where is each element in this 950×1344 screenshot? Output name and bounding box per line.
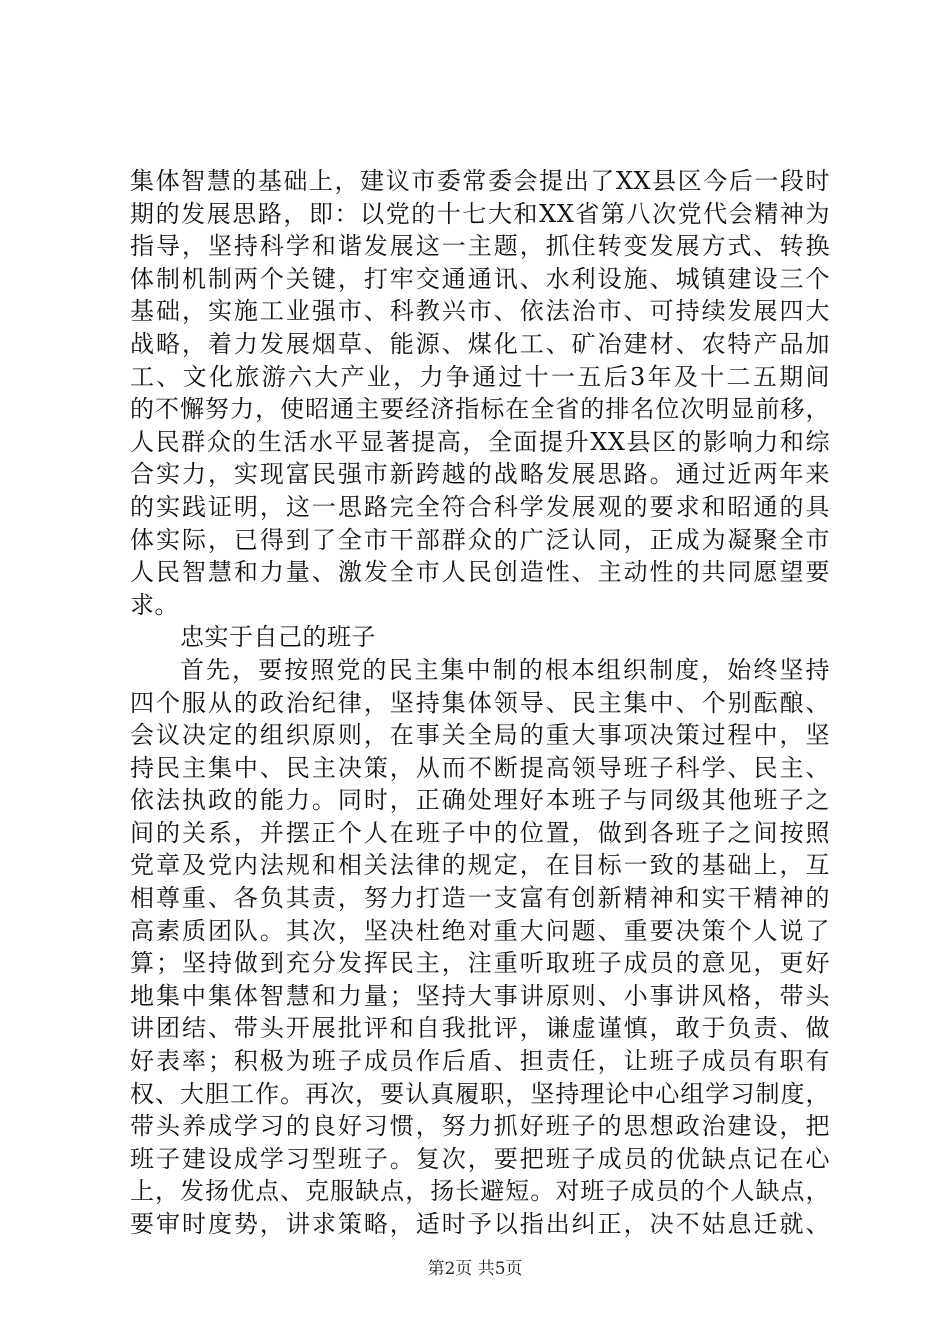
text-line: 集体智慧的基础上，建议市委常委会提出了XX县区今后一段时	[130, 167, 830, 195]
text-line: 相尊重、各负其责，努力打造一支富有创新精神和实干精神的	[130, 884, 830, 913]
text-line: 算；坚持做到充分发挥民主，注重听取班子成员的意见，更好	[130, 949, 830, 978]
text-line: 基础，实施工业强市、科教兴市、依法治市、可持续发展四大	[130, 297, 830, 326]
text-line: 班子建设成学习型班子。复次，要把班子成员的优缺点记在心	[130, 1144, 830, 1173]
text-line: 的实践证明，这一思路完全符合科学发展观的要求和昭通的具	[130, 492, 830, 521]
text-line: 指导，坚持科学和谐发展这一主题，抓住转变发展方式、转换	[130, 232, 830, 261]
text-line: 战略，着力发展烟草、能源、煤化工、矿冶建材、农特产品加	[130, 329, 830, 358]
section-heading: 忠实于自己的班子	[180, 623, 376, 652]
text-line: 四个服从的政治纪律，坚持集体领导、民主集中、个别酝酿、	[130, 688, 830, 717]
text-line: 人民群众的生活水平显著提高，全面提升XX县区的影响力和综	[130, 427, 830, 456]
text-line: 体实际，已得到了全市干部群众的广泛认同，正成为凝聚全市	[130, 525, 830, 554]
text-line: 体制机制两个关键，打牢交通通讯、水利设施、城镇建设三个	[130, 264, 830, 293]
text-line: 好表率；积极为班子成员作后盾、担责任，让班子成员有职有	[130, 1047, 830, 1076]
text-line: 工、文化旅游六大产业，力争通过十一五后3年及十二五期间	[130, 362, 830, 391]
text-line: 上，发扬优点、克服缺点，扬长避短。对班子成员的个人缺点，	[130, 1177, 830, 1206]
text-line: 带头养成学习的良好习惯，努力抓好班子的思想政治建设，把	[130, 1112, 830, 1141]
document-body	[130, 165, 830, 1241]
text-line: 持民主集中、民主决策，从而不断提高领导班子科学、民主、	[130, 753, 830, 782]
text-line: 依法执政的能力。同时，正确处理好本班子与同级其他班子之	[130, 786, 830, 815]
text-line: 的不懈努力，使昭通主要经济指标在全省的排名位次明显前移，	[130, 395, 830, 424]
text-line: 讲团结、带头开展批评和自我批评，谦虚谨慎，敢于负责、做	[130, 1014, 830, 1043]
text-line: 期的发展思路，即：以党的十七大和XX省第八次党代会精神为	[130, 199, 830, 228]
text-line: 人民智慧和力量、激发全市人民创造性、主动性的共同愿望要	[130, 558, 830, 587]
text-line: 党章及党内法规和相关法律的规定，在目标一致的基础上，互	[130, 851, 830, 880]
page-number-footer: 第2页 共5页	[427, 1259, 523, 1279]
text-line: 合实力，实现富民强市新跨越的战略发展思路。通过近两年来	[130, 460, 830, 489]
text-line: 地集中集体智慧和力量；坚持大事讲原则、小事讲风格，带头	[130, 981, 830, 1010]
paragraph-first-line: 首先，要按照党的民主集中制的根本组织制度，始终坚持	[180, 655, 830, 684]
text-line: 间的关系，并摆正个人在班子中的位置，做到各班子之间按照	[130, 818, 830, 847]
text-line: 高素质团队。其次，坚决杜绝对重大问题、重要决策个人说了	[130, 916, 830, 945]
text-line: 会议决定的组织原则，在事关全局的重大事项决策过程中，坚	[130, 721, 830, 750]
text-line: 要审时度势，讲求策略，适时予以指出纠正，决不姑息迁就、	[130, 1210, 830, 1238]
text-line: 求。	[130, 590, 179, 619]
text-line: 权、大胆工作。再次，要认真履职，坚持理论中心组学习制度，	[130, 1079, 830, 1108]
